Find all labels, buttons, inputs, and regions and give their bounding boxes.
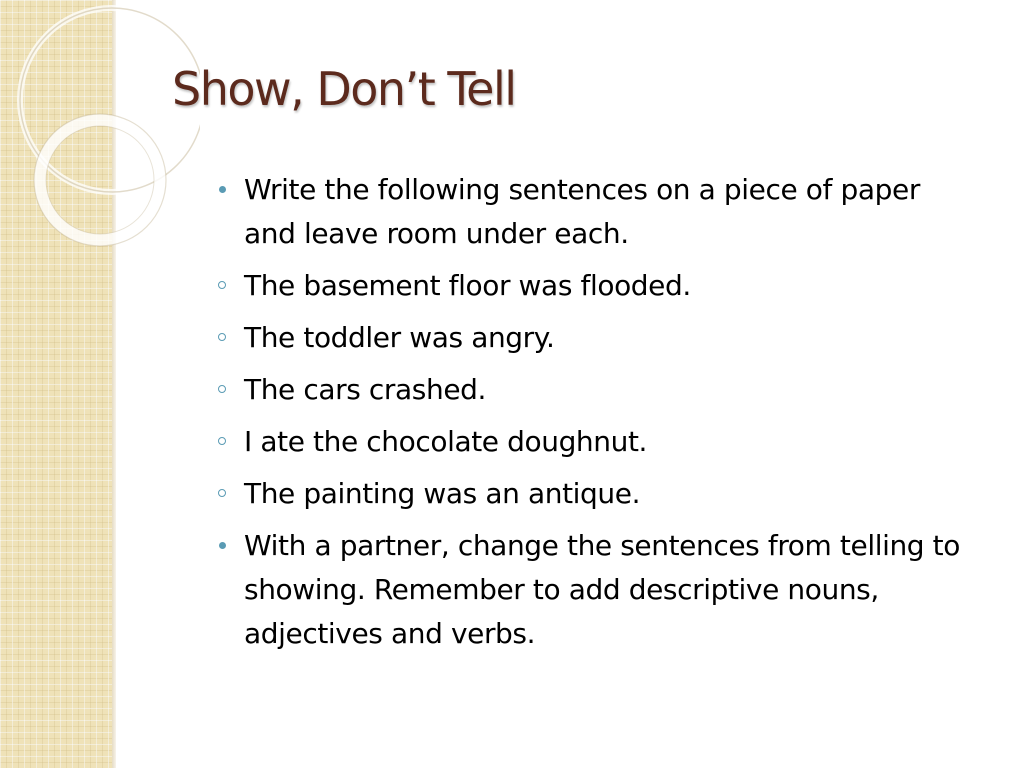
- slide-title: Show, Don’t Tell: [172, 62, 516, 116]
- ring-bullet-icon: [212, 368, 232, 408]
- bullet-item: [212, 420, 972, 464]
- ring-bullet-icon: [212, 472, 232, 512]
- ring-bullet-icon: [212, 316, 232, 356]
- bullet-list: [212, 168, 972, 664]
- bullet-text: Write the following sentences on a piece of paper and leave room under each.: [244, 173, 920, 250]
- bullet-item: [212, 316, 972, 360]
- ring-bullet-icon: [212, 264, 232, 304]
- bullet-text: The cars crashed.: [244, 373, 487, 406]
- bullet-text: I ate the chocolate doughnut.: [244, 425, 648, 458]
- bullet-item: [212, 524, 972, 656]
- ring-small: [40, 120, 160, 240]
- bullet-item: [212, 472, 972, 516]
- bullet-item: [212, 264, 972, 308]
- solid-bullet-icon: [212, 168, 232, 208]
- bullet-item: [212, 168, 972, 256]
- decorative-rings: [0, 0, 200, 300]
- ring-bullet-icon: [212, 420, 232, 460]
- bullet-text: The toddler was angry.: [244, 321, 555, 354]
- bullet-text: With a partner, change the sentences from telling to showing. Remember to add descriptive nouns, adjectives and verbs.: [244, 529, 960, 650]
- bullet-text: The basement floor was flooded.: [244, 269, 691, 302]
- bullet-item: [212, 368, 972, 412]
- bullet-text: The painting was an antique.: [244, 477, 641, 510]
- solid-bullet-icon: [212, 524, 232, 564]
